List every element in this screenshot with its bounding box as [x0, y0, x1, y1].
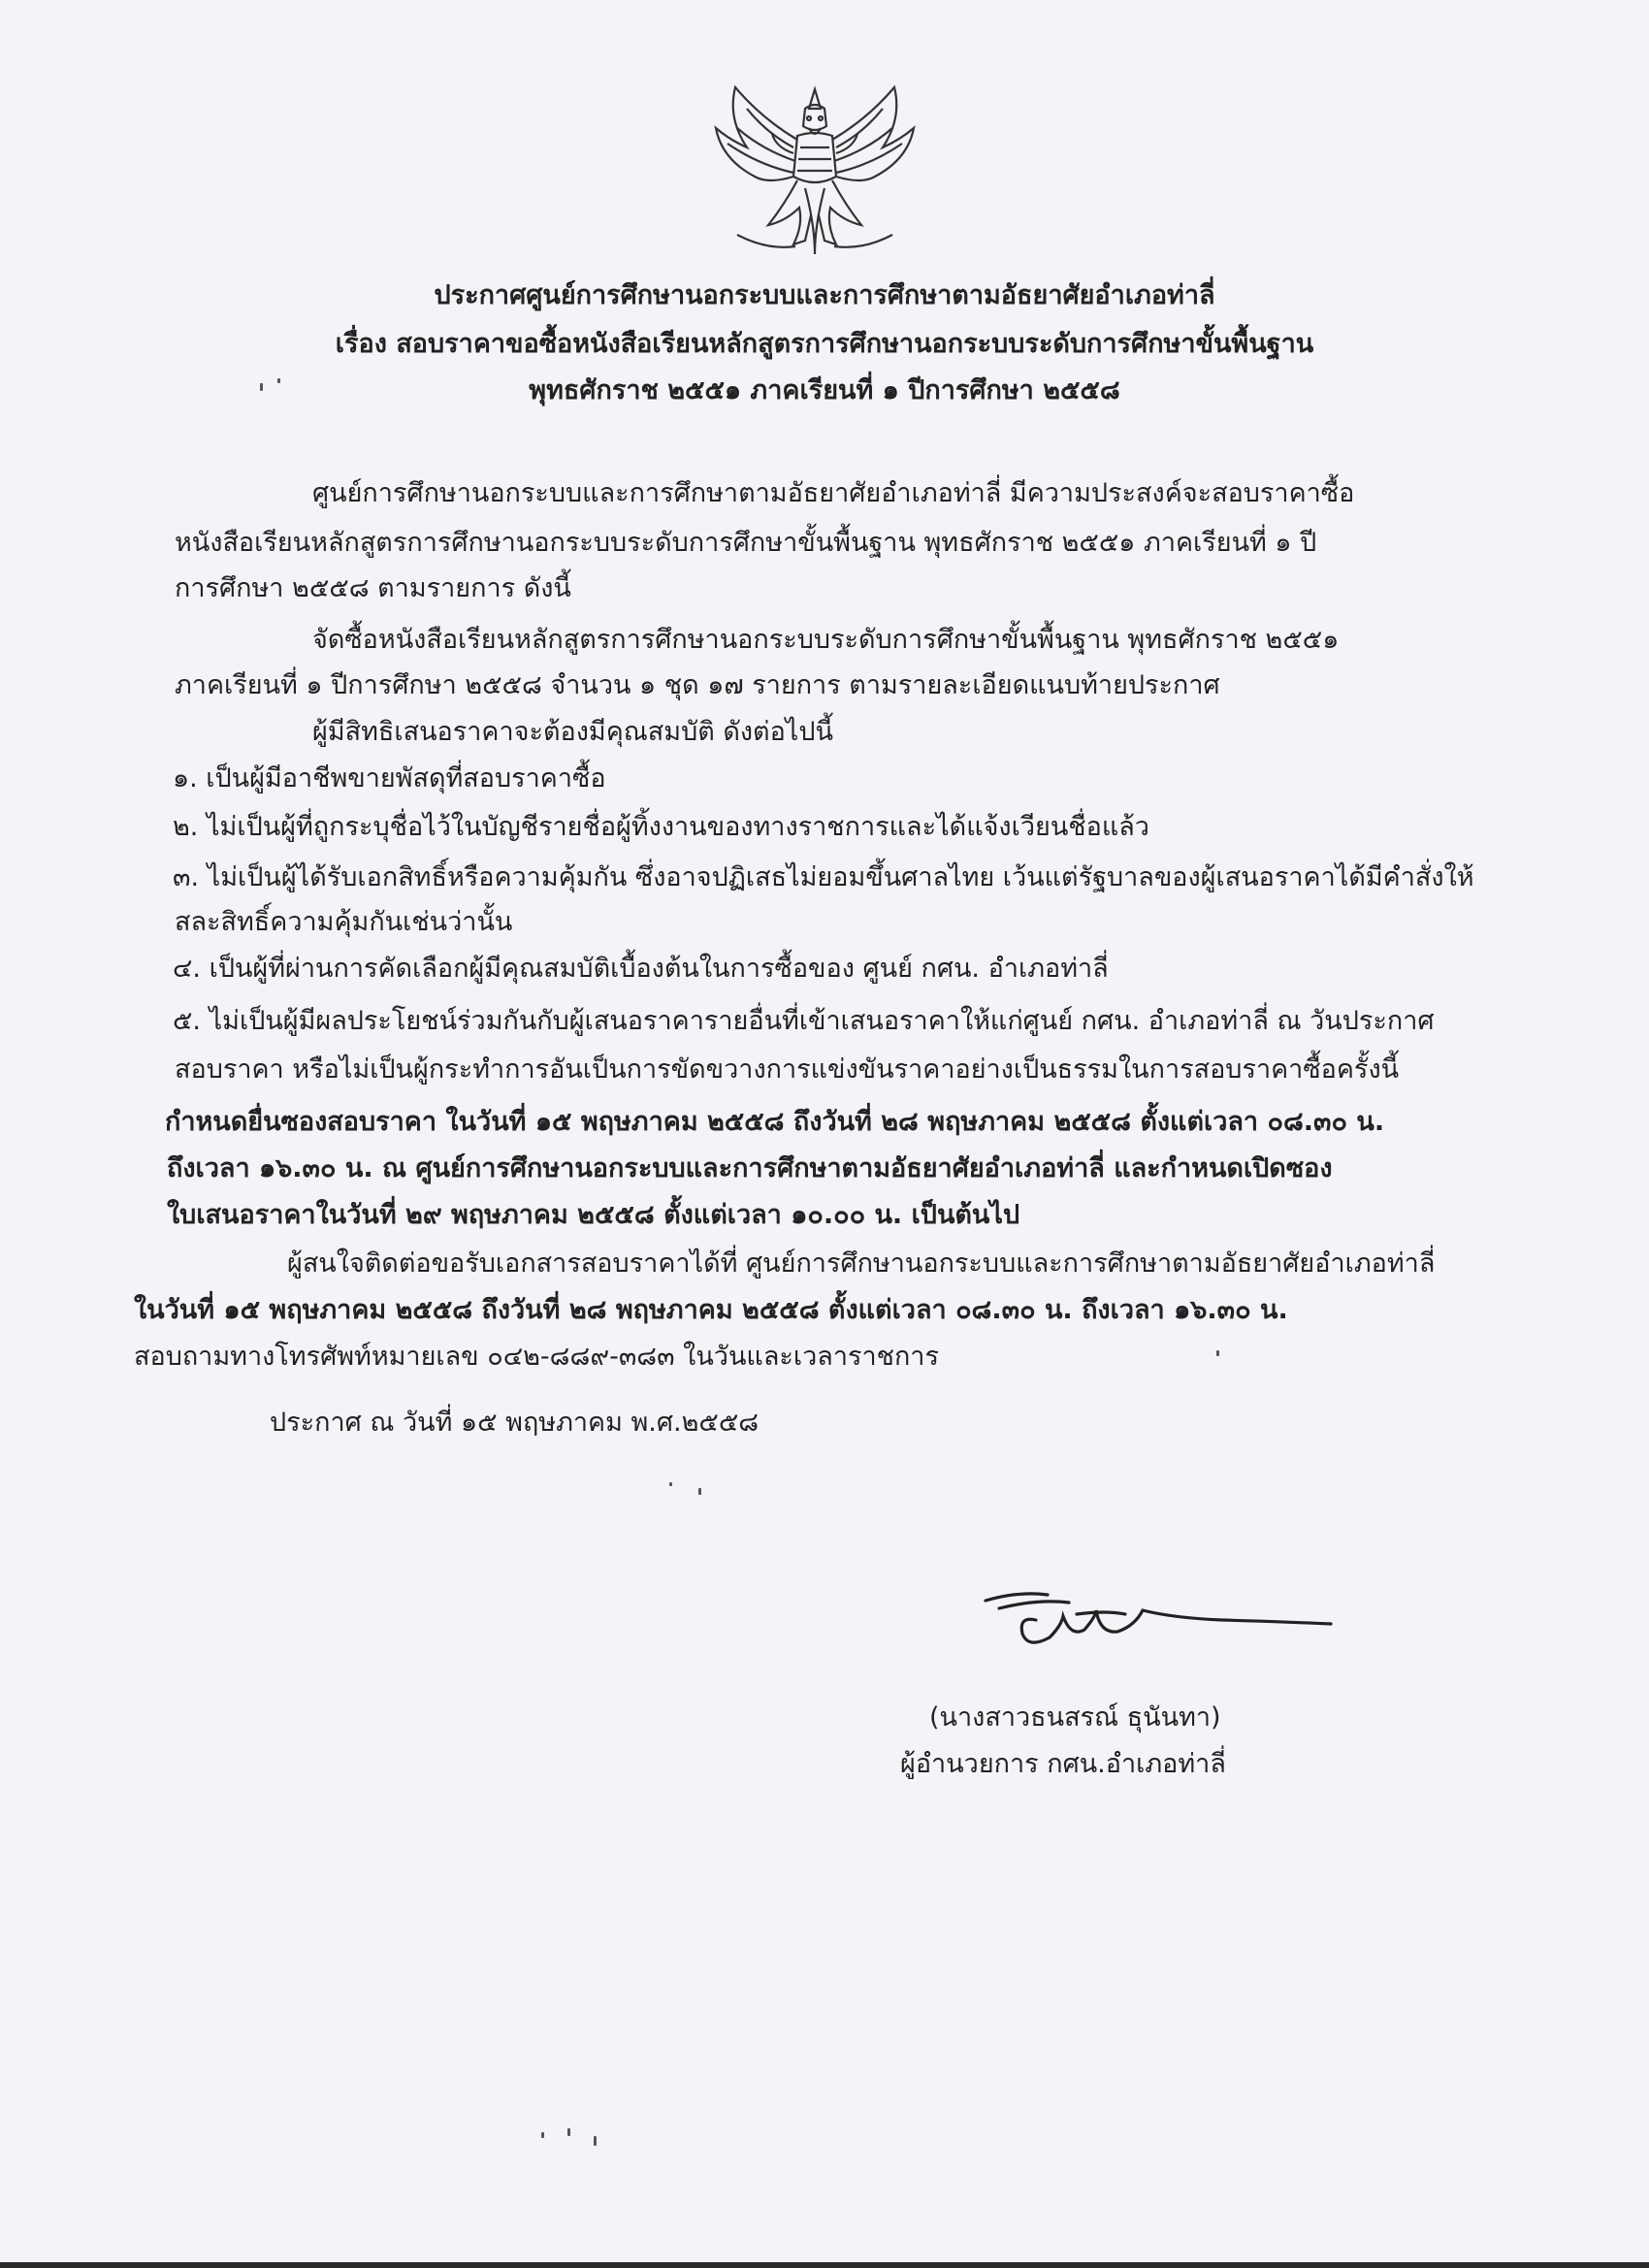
scan-speck	[260, 383, 263, 391]
scan-speck	[541, 2132, 544, 2138]
contact-dates: ในวันที่ ๑๕ พฤษภาคม ๒๕๕๘ ถึงวันที่ ๒๘ พฤษภาคม ๒๕๕๘ ตั้งแต่เวลา ๐๘.๓๐ น. ถึงเวลา ๑๖.๓๐ น.	[134, 1295, 1288, 1325]
qualification-item: ๒. ไม่เป็นผู้ที่ถูกระบุชื่อไว้ในบัญชีรายชื่อผู้ทิ้งงานของทางราชการและได้แจ้งเวียนชื่อแล้ว	[173, 812, 1149, 842]
submission-schedule: ใบเสนอราคาในวันที่ ๒๙ พฤษภาคม ๒๕๕๘ ตั้งแต่เวลา ๑๐.๐๐ น. เป็นต้นไป	[167, 1200, 1020, 1230]
qualification-item: ๑. เป็นผู้มีอาชีพขายพัสดุที่สอบราคาซื้อ	[173, 763, 606, 794]
scan-edge	[0, 2262, 1649, 2268]
qualifications-heading: ผู้มีสิทธิเสนอราคาจะต้องมีคุณสมบัติ ดังต่อไปนี้	[312, 717, 833, 747]
scan-speck	[567, 2128, 570, 2136]
qualification-item: ๔. เป็นผู้ที่ผ่านการคัดเลือกผู้มีคุณสมบัติเบื้องต้นในการซื้อของ ศูนย์ กศน. อำเภอท่าลี่	[173, 954, 1109, 984]
notice-year: พุทธศักราช ๒๕๕๑ ภาคเรียนที่ ๑ ปีการศึกษา ๒๕๕๘	[529, 375, 1120, 405]
signatory-name: (นางสาวธนสรณ์ ธุนันทา)	[929, 1702, 1221, 1733]
qualification-item-cont: สละสิทธิ์ความคุ้มกันเช่นว่านั้น	[175, 907, 513, 937]
notice-subject: เรื่อง สอบราคาขอซื้อหนังสือเรียนหลักสูตรการศึกษานอกระบบระดับการศึกษาขั้นพื้นฐาน	[335, 329, 1314, 359]
scan-speck	[594, 2136, 597, 2146]
qualification-item: ๓. ไม่เป็นผู้ได้รับเอกสิทธิ์หรือความคุ้มกัน ซึ่งอาจปฏิเสธไม่ยอมขึ้นศาลไทย เว้นแต่รัฐบาลของผู้เสนอราคาได้มีคำสั่งให้	[173, 862, 1474, 892]
signatory-title: ผู้อำนวยการ กศน.อำเภอท่าลี่	[900, 1749, 1226, 1779]
scan-speck	[277, 378, 280, 383]
notice-title: ประกาศศูนย์การศึกษานอกระบบและการศึกษาตามอัธยาศัยอำเภอท่าลี่	[434, 280, 1215, 310]
paragraph-line: จัดซื้อหนังสือเรียนหลักสูตรการศึกษานอกระบบระดับการศึกษาขั้นพื้นฐาน พุทธศักราช ๒๕๕๑	[312, 625, 1340, 655]
qualification-item-cont: สอบราคา หรือไม่เป็นผู้กระทำการอันเป็นการขัดขวางการแข่งขันราคาอย่างเป็นธรรมในการสอบราคาซื้อครั้งนี้	[175, 1054, 1400, 1085]
scan-speck	[1216, 1350, 1219, 1356]
qualification-item: ๕. ไม่เป็นผู้มีผลประโยชน์ร่วมกันกับผู้เสนอราคารายอื่นที่เข้าเสนอราคาให้แก่ศูนย์ กศน. อำเภอท่าลี่ ณ วันประกาศ	[173, 1006, 1435, 1036]
scan-speck	[669, 1482, 672, 1486]
paragraph-line: หนังสือเรียนหลักสูตรการศึกษานอกระบบระดับการศึกษาขั้นพื้นฐาน พุทธศักราช ๒๕๕๑ ภาคเรียนที่ ๑ ปี	[175, 528, 1317, 558]
contact-info: ผู้สนใจติดต่อขอรับเอกสารสอบราคาได้ที่ ศูนย์การศึกษานอกระบบและการศึกษาตามอัธยาศัยอำเภอท่าลี่	[287, 1248, 1436, 1279]
submission-schedule: กำหนดยื่นซองสอบราคา ในวันที่ ๑๕ พฤษภาคม ๒๕๕๘ ถึงวันที่ ๒๘ พฤษภาคม ๒๕๕๘ ตั้งแต่เวลา ๐๘.๓๐ น.	[165, 1107, 1385, 1137]
contact-phone: สอบถามทางโทรศัพท์หมายเลข ๐๔๒-๘๘๙-๓๘๓ ในวันและเวลาราชการ	[134, 1342, 939, 1372]
submission-schedule: ถึงเวลา ๑๖.๓๐ น. ณ ศูนย์การศึกษานอกระบบและการศึกษาตามอัธยาศัยอำเภอท่าลี่ และกำหนดเปิดซอง	[167, 1153, 1333, 1183]
paragraph-line: ภาคเรียนที่ ๑ ปีการศึกษา ๒๕๕๘ จำนวน ๑ ชุด ๑๗ รายการ ตามรายละเอียดแนบท้ายประกาศ	[175, 670, 1220, 700]
scan-speck	[698, 1488, 701, 1495]
signature-mark	[980, 1581, 1339, 1659]
garuda-emblem-icon	[708, 80, 922, 264]
announcement-date: ประกาศ ณ วันที่ ๑๕ พฤษภาคม พ.ศ.๒๕๕๘	[270, 1408, 760, 1438]
paragraph-line: การศึกษา ๒๕๕๘ ตามรายการ ดังนี้	[175, 573, 571, 603]
paragraph-line: ศูนย์การศึกษานอกระบบและการศึกษาตามอัธยาศัยอำเภอท่าลี่ มีความประสงค์จะสอบราคาซื้อ	[312, 478, 1355, 508]
